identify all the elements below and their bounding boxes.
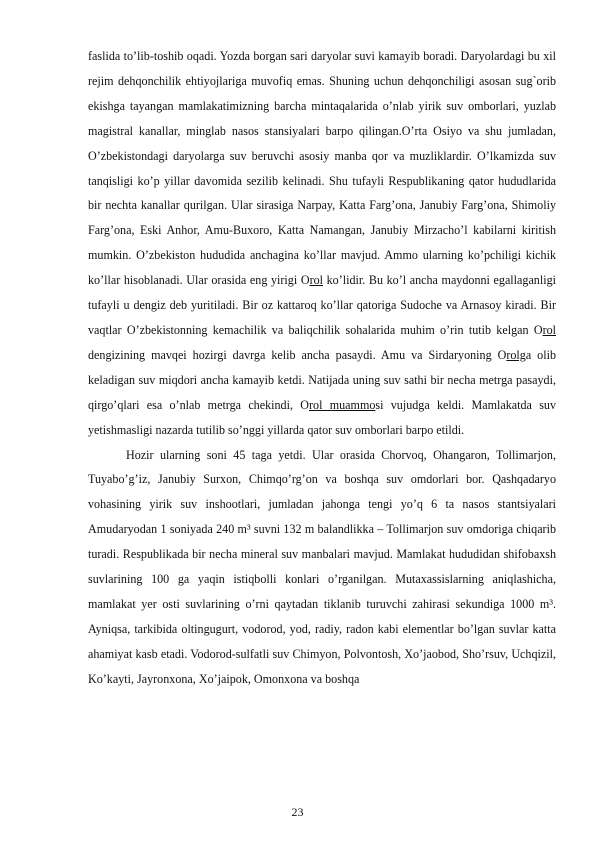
underlined-word: rol bbox=[309, 273, 323, 288]
text-segment: dengizining mavqei hozirgi davrga kelib ancha pasaydi. Amu va Sirdaryoning O bbox=[88, 347, 507, 362]
paragraph-2: Hozir ularning soni 45 taga yetdi. Ular orasida Chorvoq, Ohangaron, Tollimarjon, Tuyabo’g’iz, Janubiy Surxon, Chimqo’rg’on va boshqa suv omdorlari bor. Qashqadaryo vohasining yirik suv inshootlari, jumladan jahonga tengi yo’q 6 ta nasos stantsiyalari Amudaryodan 1 soniyada 240 m³ suvni 132 m balandlikka – Tollimarjon suv omdoriga chiqarib turadi. Respublikada bir necha mineral suv manbalari mavjud. Mamlakat hududidan shifobaxsh suvlarining 100 ga yaqin istiqbolli konlari o’rganilgan. Mutaxassislarning aniqlashicha, mamlakat yer osti suvlarining o’rni qaytadan tiklanib turuvchi zahirasi sekundiga 1000 m³. Ayniqsa, tarkibida oltingugurt, vodorod, yod, radiy, radon kabi elementlar bo’lgan suvlar katta ahamiyat kasb etadi. Vodorod-sulfatli suv Chimyon, Polvontosh, Xo’jaobod, Sho’rsuv, Uchqizil, Ko’kayti, Jayronxona, Xo’jaipok, Omonxona va boshqa bbox=[88, 447, 556, 686]
text-segment: si vujudga keldi. Mamlakatda suv yetishmasligi nazarda tutilib so’nggi yillarda qator suv omborlari barpo etildi. bbox=[88, 397, 557, 437]
text-segment: faslida to’lib-toshib oqadi. Yozda borgan sari daryolar suvi kamayib boradi. Daryolardagi bu xil rejim dehqonchilik ehtiyojlariga muvofiq emas. Shuning uchun dehqonchiligi asosan sug`orib ekishga tayangan mamlakatimizning barcha mintaqalarida o’nlab yirik suv omborlari, yuzlab magistral kanallar, minglab nasos stansiyalari barpo qilingan.O’rta Osiyo va shu jumladan, O’zbekistondagi daryolarga suv beruvchi asosiy manba qor va muzliklardir. O’lkamizda suv tanqisligi ko’p yillar davomida sezilib kelinadi. Shu tufayli Respublikaning qator hududlarida bir nechta kanallar qurilgan. Ular sirasiga Narpay, Katta Farg’ona, Janubiy Farg’ona, Shimoliy Farg’ona, Eski Anhor, Amu-Buxoro, Katta Namangan, Janubiy Mirzacho’l kabilarni kiritish mumkin. O’zbekiston hududida anchagina ko’llar mavjud. Ammo ularning ko’pchiligi kichik ko’llar hisoblanadi. Ular orasida eng yirigi O bbox=[88, 49, 556, 288]
text-segment: ko’lidir. Bu ko’l ancha maydonni egallaganligi tufayli u dengiz deb yuritiladi. Bir oz kattaroq ko’llar qatoriga Sudoche va Arnasoy kiradi. Bir vaqtlar O’zbekistonning kemachilik va baliqchilik sohalarida muhim o’rin tutib kelgan O bbox=[88, 273, 556, 337]
underlined-word: rolg bbox=[506, 347, 526, 362]
underlined-word: rol muammo bbox=[309, 397, 376, 412]
body-text bbox=[88, 44, 556, 692]
page-number: 23 bbox=[291, 805, 304, 819]
text-segment: a olib keladigan suv miqdori ancha kamayib ketdi. Natijada uning suv sathi bir necha metrga pasaydi, qirgo’qlari esa o’nlab metrga chekindi, O bbox=[88, 347, 556, 412]
paragraph-1 bbox=[88, 44, 556, 443]
underlined-word: rol bbox=[542, 322, 556, 337]
